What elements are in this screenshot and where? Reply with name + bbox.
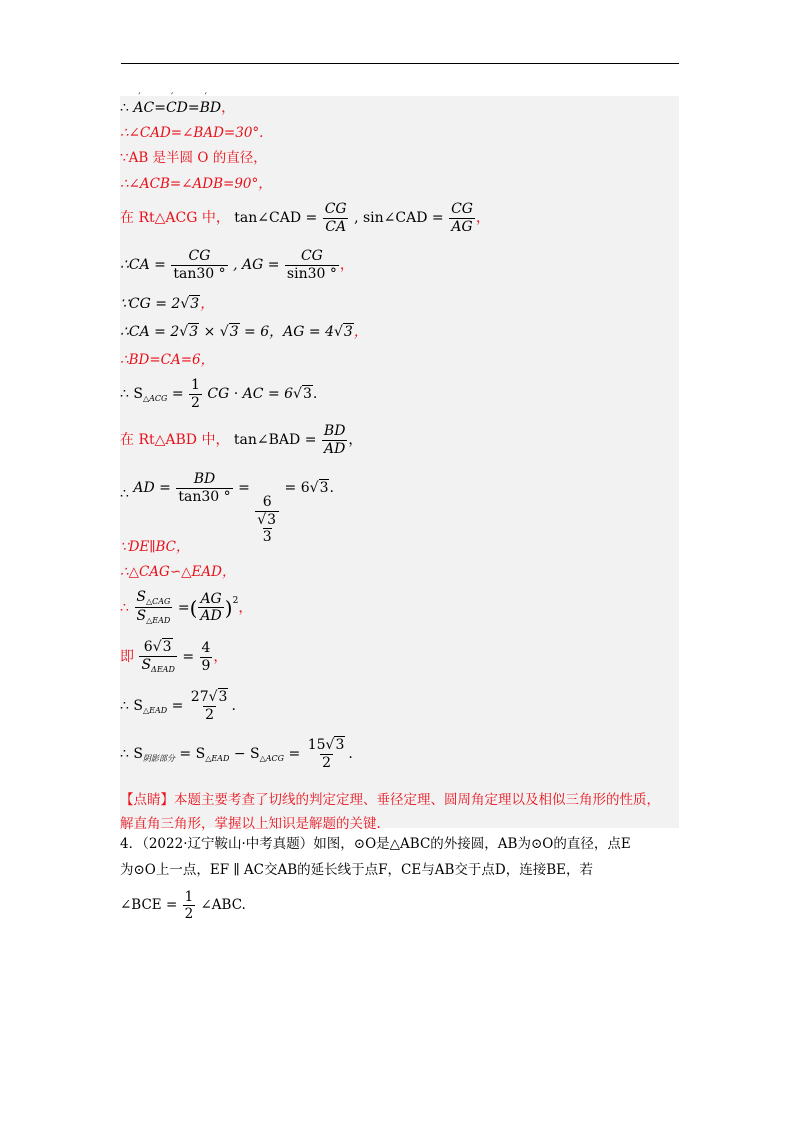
fraction: $\frac{15√3}{2}$ — [307, 737, 345, 771]
solution-line-substitute: 即 $\frac{6√3}{S_{\Delta EAD}}$ = $\frac{4}{9}$ ， — [120, 639, 228, 674]
fraction: $\frac{S_{\triangle CAG}}{S_{\triangle EAD}}$ — [136, 589, 171, 626]
fraction: $\frac{1}{2}$ — [191, 377, 200, 411]
fraction: $\frac{BD}{\tan 30 ^\circ}$ — [178, 471, 231, 505]
solution-line-rt-acg: 在 Rt△ACG 中， tan∠CAD = $\frac{CG}{CA}$ , sin∠CAD = $\frac{CG}{AG}$ ， — [120, 201, 490, 235]
solution-line-area-ratio: ∴ $\frac{S_{\triangle CAG}}{S_{\triangle EAD}}$ =( $\frac{AG}{AD}$ )$^2$， — [120, 589, 253, 626]
fraction: $\frac{4}{9}$ — [201, 639, 211, 674]
solution-line-bd: ∴BD=CA=6， — [120, 352, 215, 368]
complex-fraction: 6 √3 3 — [255, 495, 279, 544]
solution-line-similar: ∴△CAG∽△EAD， — [120, 564, 236, 580]
solution-block — [120, 96, 679, 828]
fraction: $\frac{6√3}{S_{\Delta EAD}}$ — [141, 639, 175, 674]
header-rule — [121, 63, 679, 64]
solution-line-ca-ag: ∴CA = $\frac{CG}{\tan 30 ^\circ}$ , AG = $\frac{CG}{\sin 30 ^\circ}$ ， — [120, 248, 354, 282]
solution-line-ca-value: ∴CA = 2√3 × √3 = 6，AG = 4√3， — [120, 324, 368, 340]
solution-line-cg: ∵CG = 2√3， — [120, 296, 215, 312]
solution-line-angle-cad: ∴∠CAD=∠BAD=30°. — [120, 125, 264, 141]
comment-line-2: 解直角三角形，掌握以上知识是解题的关键. — [120, 816, 381, 832]
fraction: $\frac{CG}{AG}$ — [451, 201, 473, 235]
solution-line-ad: ∴ AD = $\frac{BD}{\tan 30 ^\circ}$ = 6 √3 3 = 6√3. — [120, 471, 334, 545]
solution-line-area-acg: ∴ $S_{\triangle ACG}$ = $\frac{1}{2}$ CG · AC = 6√3. — [120, 377, 318, 411]
question-line-2: 为⊙O上一点，EF ∥ AC交AB的延长线于点F，CE与AB交于点D，连接BE，若 — [120, 862, 593, 878]
fraction: $\frac{CG}{\sin 30 ^\circ}$ — [286, 248, 337, 282]
comment-line-1: 【点睛】本题主要考查了切线的判定定理、垂径定理、圆周角定理以及相似三角形的性质， — [120, 792, 660, 808]
fraction: $\frac{AG}{AD}$ — [200, 590, 222, 625]
solution-line-shaded-area: ∴ $S_{阴影部分} = S_{\triangle EAD} - S_{\triangle ACG}$ = $\frac{15√3}{2}$ . — [120, 737, 353, 771]
question-line-1: 4．（2022·辽宁鞍山·中考真题）如图，⊙O是△ABC的外接圆，AB为⊙O的直径，点E — [120, 836, 631, 852]
question-line-3: ∠BCE = $\frac{1}{2}$ ∠ABC. — [120, 889, 246, 923]
solution-line-area-ead: ∴ $S_{\triangle EAD}$ = $\frac{27√3}{2}$ . — [120, 689, 236, 723]
comment-note — [120, 788, 680, 836]
fraction: $\frac{27√3}{2}$ — [190, 689, 228, 723]
solution-line-diameter: ∵AB 是半圆 O 的直径， — [120, 150, 267, 166]
solution-line-arc-equal: ∴ ′ AC=′ CD=′ BD， — [120, 101, 235, 115]
solution-line-parallel: ∵DE∥BC， — [120, 539, 190, 555]
solution-line-right-angles: ∴∠ACB=∠ADB=90°， — [120, 176, 272, 192]
fraction: $\frac{CG}{CA}$ — [324, 201, 347, 235]
solution-line-rt-abd: 在 Rt△ABD 中， tan∠BAD = $\frac{BD}{AD}$ ， — [120, 423, 363, 457]
sqrt: √3 — [180, 296, 200, 312]
fraction: $\frac{CG}{\tan 30 ^\circ}$ — [173, 248, 226, 282]
fraction: $\frac{1}{2}$ — [184, 889, 194, 923]
fraction: $\frac{BD}{AD}$ — [323, 423, 346, 457]
